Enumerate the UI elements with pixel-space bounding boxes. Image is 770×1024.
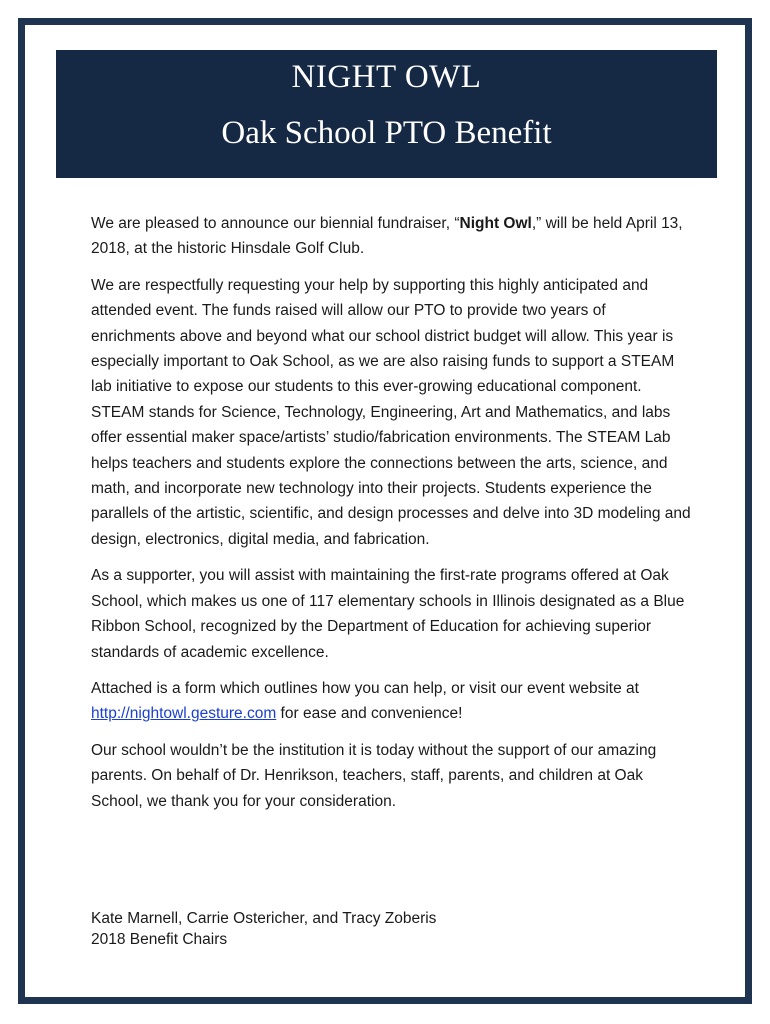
announcement-text-start: We are pleased to announce our biennial fundraiser, “: [91, 215, 460, 232]
header-banner: [56, 50, 717, 178]
announcement-text-end: ,” will be held April 13, 2018, at the historic Hinsdale Golf Club.: [91, 215, 683, 258]
letter-body: [91, 211, 691, 825]
banner-title: NIGHT OWL: [291, 59, 482, 95]
paragraph-attached-form: [91, 676, 691, 727]
paragraph-thanks: Our school wouldn’t be the institution it is today without the support of our amazing parents. On behalf of Dr. Henrikson, teachers, staff, parents, and children at Oak School, we thank you for your consideration.: [91, 741, 657, 810]
paragraph-announcement: [91, 211, 691, 262]
signature-block: [91, 908, 436, 950]
signature-role: 2018 Benefit Chairs: [91, 931, 228, 948]
paragraph-supporter: As a supporter, you will assist with maintaining the first-rate programs offered at Oak School, which makes us one of 117 elementary schools in Illinois designated as a Blue Ribbon School, recognized by the Department of Education for achieving superior standards of academic excellence.: [91, 567, 685, 661]
paragraph-request: We are respectfully requesting your help by supporting this highly anticipated and attended event. The funds raised will allow our PTO to provide two years of enrichments above and beyond what our school district budget will allow. This year is especially important to Oak School, as we are also raising funds to support a STEAM lab initiative to expose our students to this ever-growing educational component. STEAM stands for Science, Technology, Engineering, Art and Mathematics, and labs offer essential maker space/artists’ studio/fabrication environments. The STEAM Lab helps teachers and students explore the connections between the arts, science, and math, and incorporate new technology into their projects. Students experience the parallels of the artistic, scientific, and design processes and delve into 3D modeling and design, electronics, digital media, and fabrication.: [91, 276, 691, 548]
event-website-link[interactable]: http://nightowl.gesture.com: [91, 705, 277, 723]
event-name: Night Owl: [459, 215, 532, 232]
attached-text-start: Attached is a form which outlines how you can help, or visit our event website at: [91, 679, 639, 697]
attached-text-end: for ease and convenience!: [276, 705, 463, 723]
signature-names: Kate Marnell, Carrie Ostericher, and Tracy Zoberis: [91, 910, 437, 927]
banner-subtitle: Oak School PTO Benefit: [221, 115, 552, 151]
